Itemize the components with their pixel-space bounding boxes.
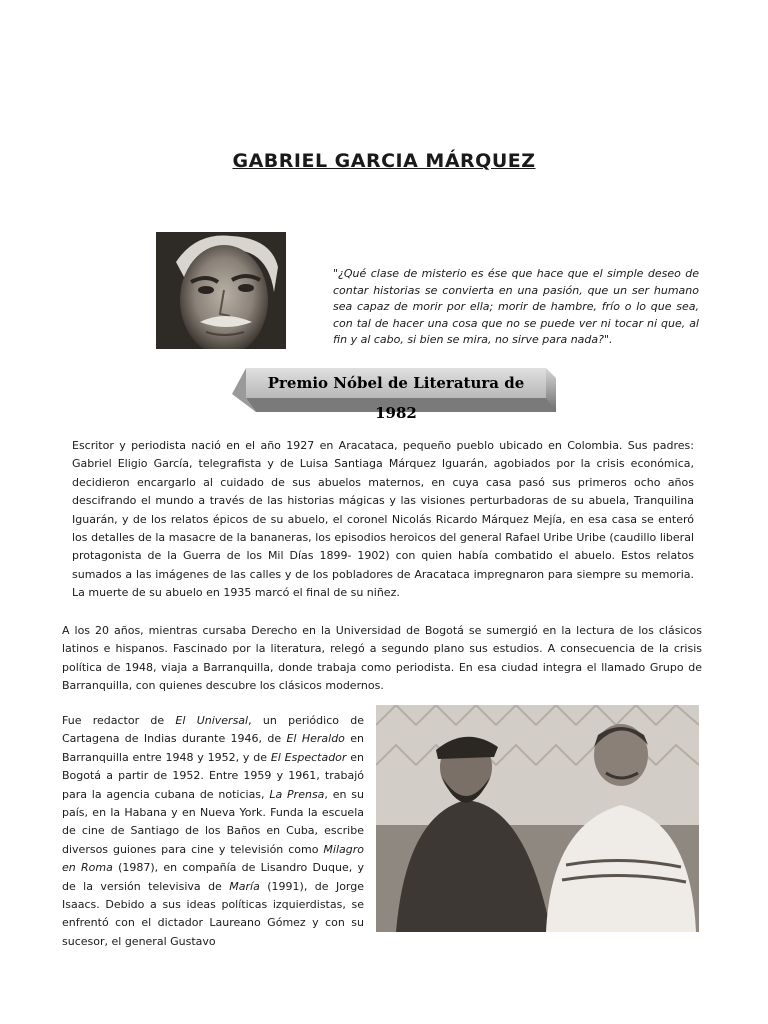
quote-text: "¿Qué clase de misterio es ése que hace que el simple deseo de contar historias se convierta en una pasión, que un ser humano sea capaz de morir por ella; morir de hambre, frío o lo que sea, con tal de hacer una cosa que no se puede ver ni tocar ni que, al fin y al cabo, si bien se mira, no sirve para nada?". bbox=[333, 267, 699, 346]
nobel-banner bbox=[232, 364, 557, 422]
biography-paragraph-2: A los 20 años, mientras cursaba Derecho en la Universidad de Bogotá se sumergió en la lectura de los clásicos latinos e hispanos. Fascinado por la literatura, relegó a segundo plano sus estudios. A consecuencia de la crisis política de 1948, viaja a Barranquilla, donde trabaja como periodista. En esa ciudad integra el llamado Grupo de Barranquilla, con quienes descubre los clásicos modernos. bbox=[62, 624, 702, 693]
group-photo bbox=[376, 705, 699, 932]
biography-paragraph-1: Escritor y periodista nació en el año 1927 en Aracataca, pequeño pueblo ubicado en Colombia. Sus padres: Gabriel Eligio García, telegrafista y de Luisa Santiaga Márquez Iguarán, agobiados por la crisis económica, decidieron encargarlo al cuidado de sus abuelos maternos, en cuya casa pasó sus primeros ocho años descifrando el mundo a través de las historias mágicas y las visiones perturbadoras de su abuela, Tranquilina Iguarán, y de los relatos épicos de su abuelo, el coronel Nicolás Ricardo Márquez Mejía, en esa casa se enteró los detalles de la masacre de la bananeras, los episodios heroicos del general Rafael Uribe Uribe (caudillo liberal protagonista de la Guerra de los Mil Días 1899- 1902) con quien había combatido el abuelo. Estos relatos sumados a las imágenes de las calles y de los pobladores de Aracataca impregnaron para siempre su memoria. La muerte de su abuelo en 1935 marcó el final de su niñez. bbox=[72, 439, 694, 600]
portrait-photo bbox=[156, 232, 286, 349]
biography-paragraph-3: Fue redactor de El Universal, un periódico de Cartagena de Indias durante 1946, de El Heraldo en Barranquilla entre 1948 y 1952, y de El Espectador en Bogotá a partir de 1952. Entre 1959 y 1961, trabajó para la agencia cubana de noticias, La Prensa, en su país, en la Habana y en Nueva York. Funda la escuela de cine de Santiago de los Baños en Cuba, escribe diversos guiones para cine y televisión como Milagro en Roma (1987), en compañía de Lisandro Duque, y de la versión televisiva de María (1991), de Jorge Isaacs. Debido a sus ideas políticas izquierdistas, se enfrentó con el dictador Laureano Gómez y con su sucesor, el general Gustavo bbox=[62, 714, 365, 948]
page-title: GABRIEL GARCIA MÁRQUEZ bbox=[232, 150, 536, 172]
banner-label: Premio Nóbel de Literatura de 1982 bbox=[267, 374, 525, 422]
